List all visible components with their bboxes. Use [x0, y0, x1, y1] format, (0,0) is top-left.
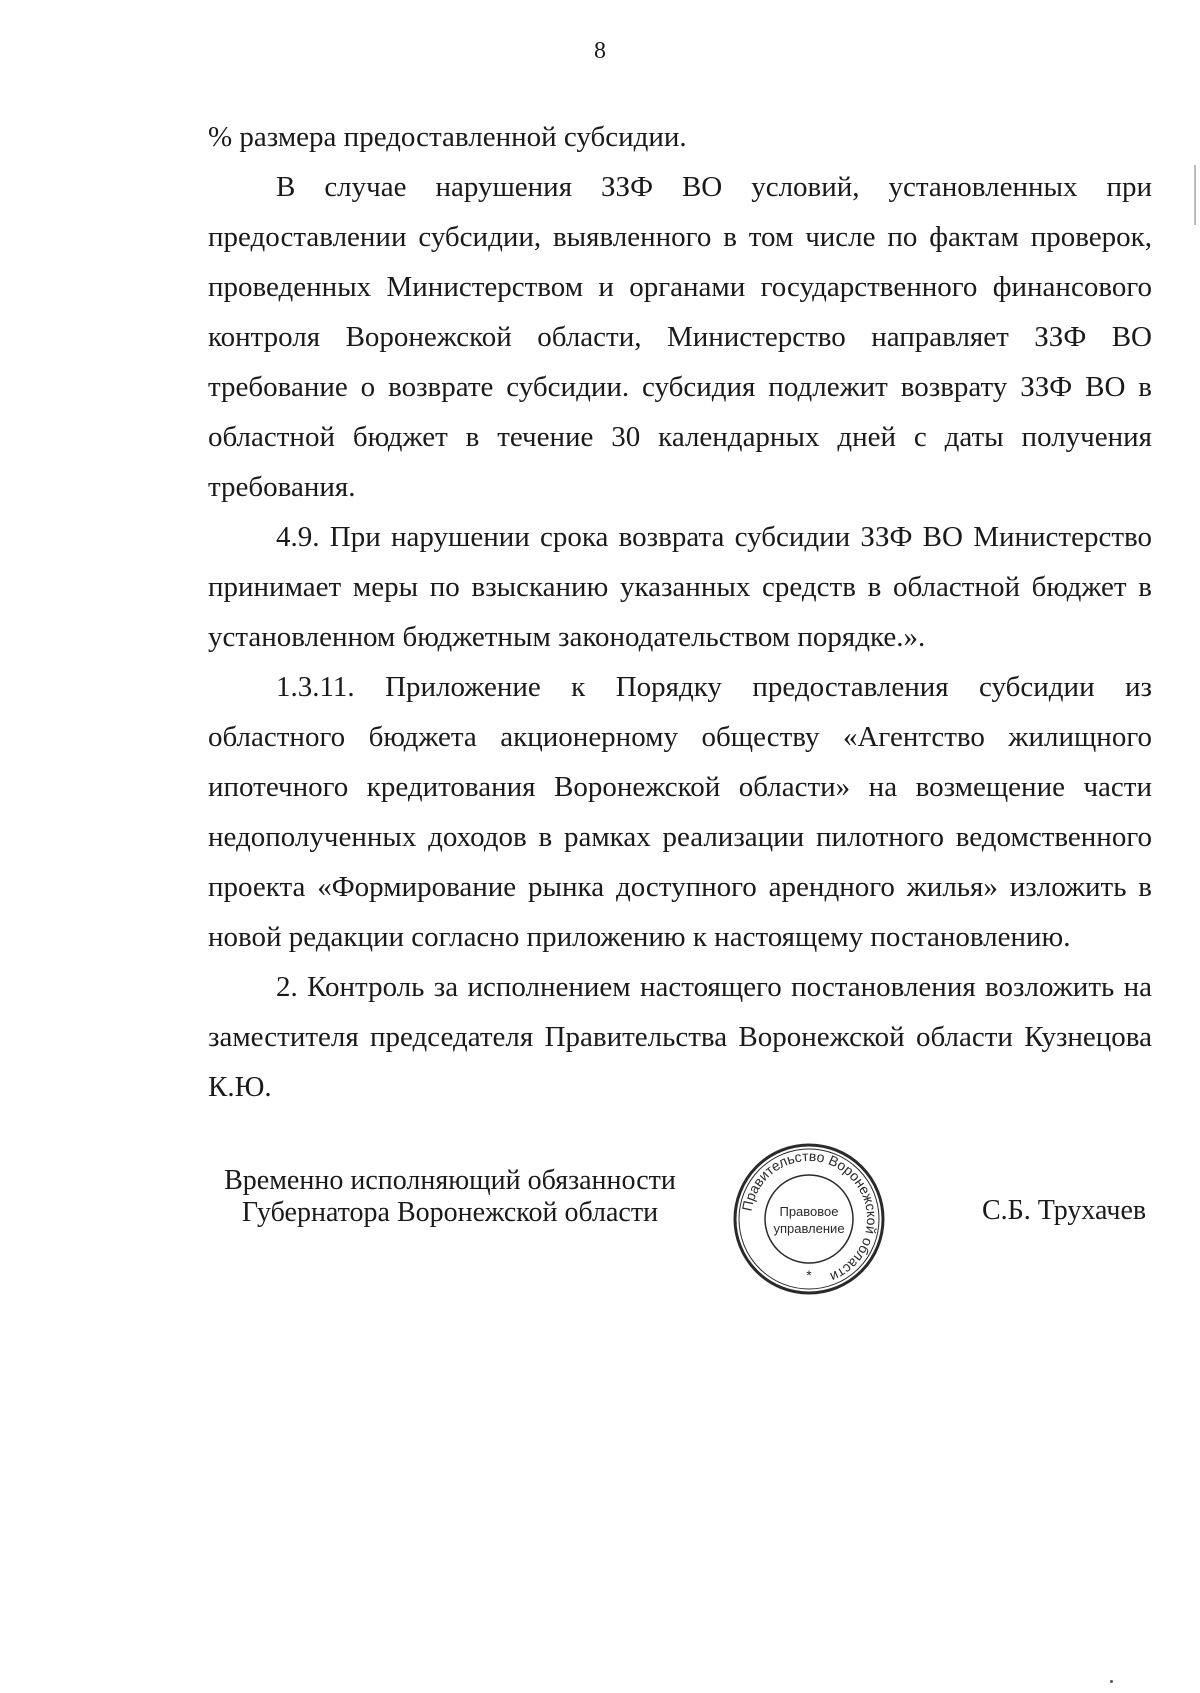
- seal-center-line1: Правовое: [779, 1204, 839, 1219]
- seal-star: *: [806, 1267, 812, 1283]
- paragraph-violation: В случае нарушения ЗЗФ ВО условий, установленных при предоставлении субсидии, выявленного в том числе по фактам проверок, проведенных Министерством и органами государственного финансового контроля Воронежской области, Министерство направляет ЗЗФ ВО требование о возврате субсидии. субсидия подлежит возврату ЗЗФ ВО в областной бюджет в течение 30 календарных дней с даты получения требования.: [208, 171, 1152, 503]
- paragraph-continuation: % размера предоставленной субсидии.: [208, 121, 687, 153]
- scan-edge-mark: [1194, 165, 1196, 225]
- page-number: 8: [594, 38, 606, 64]
- signature-position: [210, 1165, 690, 1229]
- document-body: [208, 112, 1152, 1112]
- signature-position-line1: Временно исполняющий обязанности: [224, 1165, 676, 1196]
- seal-graphic: [730, 1140, 888, 1298]
- paragraph-4-9: 4.9. При нарушении срока возврата субсидии ЗЗФ ВО Министерство принимает меры по взысканию указанных средств в областной бюджет в установленном бюджетным законодательством порядке.».: [208, 521, 1152, 653]
- scan-speck: [1110, 1680, 1113, 1683]
- paragraph-2-control: 2. Контроль за исполнением настоящего постановления возложить на заместителя председателя Правительства Воронежской области Кузнецова К.Ю.: [208, 971, 1152, 1103]
- official-seal: [730, 1140, 888, 1298]
- seal-ring-text: Правительство Воронежской области: [738, 1147, 881, 1286]
- signature-position-line2: Губернатора Воронежской области: [241, 1197, 659, 1228]
- seal-inner-ring: [765, 1175, 853, 1263]
- signatory-name: С.Б. Трухачев: [982, 1195, 1147, 1226]
- seal-center-line2: управление: [773, 1221, 845, 1236]
- paragraph-1-3-11: 1.3.11. Приложение к Порядку предоставления субсидии из областного бюджета акционерному обществу «Агентство жилищного ипотечного кредитования Воронежской области» на возмещение части недополученных доходов в рамках реализации пилотного ведомственного проекта «Формирование рынка доступного арендного жилья» изложить в новой редакции согласно приложению к настоящему постановлению.: [208, 671, 1152, 953]
